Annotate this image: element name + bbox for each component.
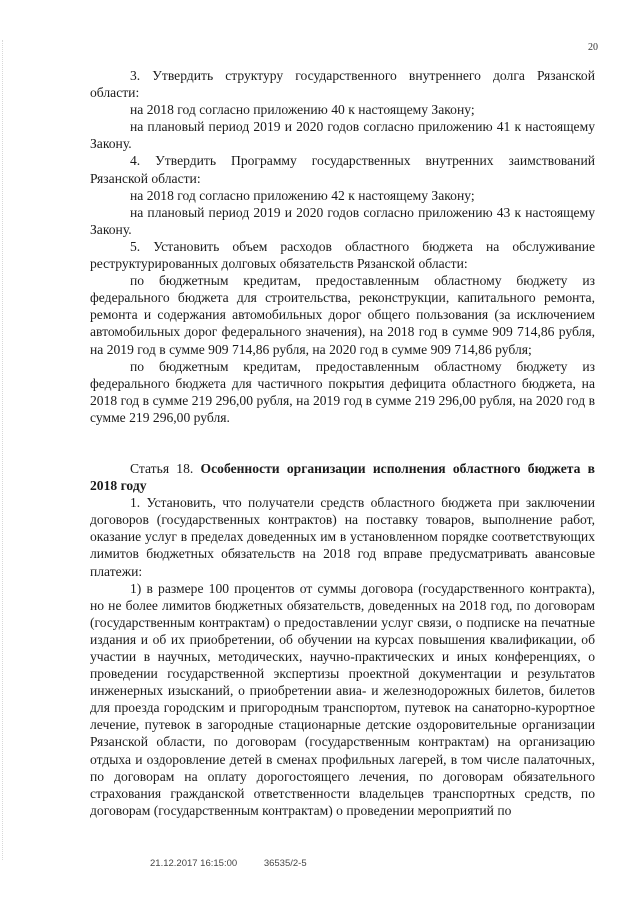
paragraph: 5. Установить объем расходов областного бюджета на обслуживание реструктурированных долговых обязательств Рязанской области:: [90, 238, 595, 272]
article-heading: [90, 460, 595, 494]
article-label: Статья 18.: [130, 460, 194, 476]
footer-doc-id: 36535/2-5: [263, 858, 307, 869]
paragraph: по бюджетным кредитам, предоставленным областному бюджету из федерального бюджета для частичного покрытия дефицита областного бюджета, на 2018 год в сумме 219 296,00 рубля, на 2019 год в сумме 219 296,00 рубля, на 2020 год в сумме 219 296,00 рубля.: [90, 358, 595, 425]
paragraph: 1. Установить, что получатели средств областного бюджета при заключении договоров (государственных контрактов) на поставку товаров, выполнение работ, оказание услуг в пределах доведенных им в установленном порядке соответствующих лимитов бюджетных обязательств на 2018 год вправе предусматривать авансовые платежи:: [90, 495, 595, 579]
document-body: [90, 67, 595, 819]
paragraph: на 2018 год согласно приложению 40 к настоящему Закону;: [130, 102, 475, 118]
spacer: [90, 426, 595, 443]
spacer: [90, 443, 595, 460]
paragraph: 1) в размере 100 процентов от суммы договора (государственного контракта), но не более лимитов бюджетных обязательств, доведенных на 2018 год, по договорам (государственным контрактам) о предоставлении услуг связи, о подписке на печатные издания и об их приобретении, об обучении на курсах повышения квалификации, об участии в научных, методических, научно-практических и иных конференциях, о проведении государственной экспертизы проектной документации и результатов инженерных изысканий, о приобретении авиа- и железнодорожных билетов, билетов для проезда городским и пригородным транспортом, путевок на санаторно-курортное лечение, путевок в загородные стационарные детские оздоровительные организации Рязанской области, по договорам (государственным контрактам) на организацию отдыха и оздоровление детей в сменах профильных лагерей, в том числе палаточных, по договорам на оплату дорогостоящего лечения, по договорам обязательного страхования гражданской ответственности владельцев транспортных средств, по договорам (государственным контрактам) о проведении мероприятий по: [90, 580, 595, 818]
paragraph: по бюджетным кредитам, предоставленным областному бюджету из федерального бюджета для строительства, реконструкции, капитального ремонта, ремонта и содержания автомобильных дорог общего пользования (за исключением автомобильных дорог федерального значения), на 2018 год в сумме 909 714,86 рубля, на 2019 год в сумме 909 714,86 рубля, на 2020 год в сумме 909 714,86 рубля;: [90, 273, 595, 357]
paragraph: на плановый период 2019 и 2020 годов согласно приложению 41 к настоящему Закону.: [90, 119, 595, 152]
article-title: Особенности организации исполнения областного бюджета в 2018 году: [90, 460, 595, 494]
page-number: 20: [588, 42, 598, 53]
paragraph: на плановый период 2019 и 2020 годов согласно приложению 43 к настоящему Закону.: [90, 204, 595, 237]
paragraph: 3. Утвердить структуру государственного внутреннего долга Рязанской области:: [90, 68, 595, 101]
paragraph: 4. Утвердить Программу государственных внутренних заимствований Рязанской области:: [90, 153, 595, 186]
footer-stamp: [150, 858, 331, 869]
scan-edge-mark: [2, 40, 7, 860]
footer-datetime: 21.12.2017 16:15:00: [150, 858, 238, 869]
paragraph: на 2018 год согласно приложению 42 к настоящему Закону;: [130, 187, 475, 203]
